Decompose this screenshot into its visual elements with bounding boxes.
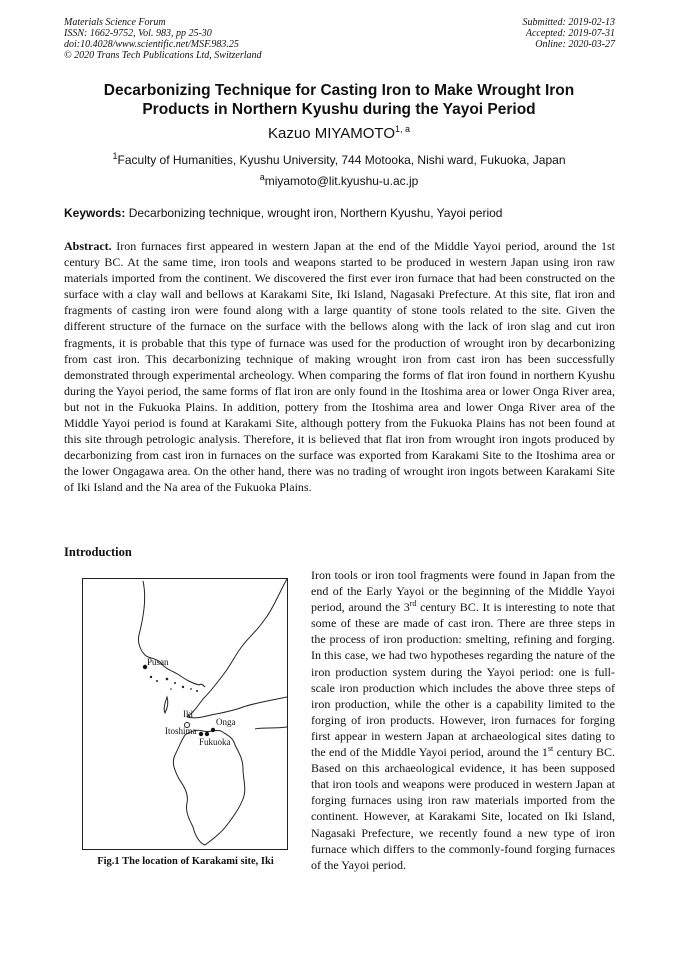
korea-coast — [138, 581, 205, 687]
online-date: Online: 2020-03-27 — [535, 39, 615, 50]
date-meta — [523, 17, 616, 50]
journal-meta — [64, 17, 262, 61]
figure-caption: Fig.1 The location of Karakami site, Iki — [97, 856, 274, 867]
intro-text-part-3: century BC. Based on this archaeological evidence, it has been supposed that iron tools and weapons were produced in western Japan at forging furnaces using iron raw materials imported from the continent. However, at Karakami Site, located on Iki Island, Nagasaki Prefecture, we recently found a new type of iron furnace which differs to the commonly-found forging furnaces of the Yayoi period. — [311, 745, 616, 872]
affiliation-line — [0, 151, 678, 167]
journal-doi: doi:10.4028/www.scientific.net/MSF.983.25 — [64, 39, 239, 50]
honshu-coast — [187, 579, 287, 717]
accepted-date: Accepted: 2019-07-31 — [525, 28, 615, 39]
paper-title — [60, 82, 618, 119]
keywords-text: Decarbonizing technique, wrought iron, Northern Kyushu, Yayoi period — [125, 206, 503, 220]
korea-islands — [150, 676, 198, 692]
abstract-text: Iron furnaces first appeared in western Japan at the end of the Middle Yayoi period, around the 1st century BC. At the same time, iron tools and weapons started to be produced in western Japan using iron raw materials imported from the continent. We discovered the first ever iron furnace that had been constructed on the surface with a clay wall and bellows at Karakami Site, Iki Island, Nagasaki Prefecture. At this site, flat iron and fragments of casting iron were found along with a large quantity of stone tools related to the site. Given the different structure of the furnace on the surface with the bellows along with the lack of iron slag and cut iron fragments, it is probable that this type of furnace was used for the production of wrought iron by decarbonizing from cast iron. This decarbonizing technique of making wrought iron from cast iron has been successfully demonstrated through experimental archeology. When comparing the forms of flat iron found in northern Kyushu during the Yayoi period, the same forms of flat iron are only found in the Itoshima area or lower Onga River area, but not in the Fukuoka Plains. In addition, pottery from the Itoshima area and lower Onga River area of the Middle Yayoi period is found at Karakami Site, although pottery from the Fukuoka Plains has not been found at this site through petrologic analysis. Therefore, it is believed that flat iron from wrought iron ingots produced by decarbonizing from cast iron in furnaces on the surface was exported from Karakami Site to the Itoshima area or the lower Ongagawa area. On the other hand, there was no trading of wrought iron ingots between Karakami Site of Iki Island and the Na area of the Fukuoka Plains. — [64, 239, 615, 495]
intro-superscript-rd: rd — [409, 599, 417, 609]
title-line-2: Products in Northern Kyushu during the Yayoi Period — [142, 100, 536, 118]
abstract-paragraph — [64, 238, 615, 496]
author-superscript: 1, a — [394, 124, 410, 134]
intro-text-part-2: century BC. It is interesting to note that some of these are made of cast iron. There are three steps in the process of iron production: smelting, refining and forging. In this case, we had two hypotheses regarding the nature of the iron production system during the Yayoi period: one is full-scale iron production which includes the above three steps of iron production, while the other is a capability limited to the forging of iron products. However, iron furnaces for forging first appear in western Japan at archaeological sites dating to the end of the Middle Yayoi period, around the 1 — [311, 600, 616, 760]
itoshima-label: Itoshima — [165, 726, 197, 736]
intro-text-part-1: Iron tools or iron tool fragments were found in Japan from the end of the Early Yayoi or the beginning of the Middle Yayoi period, around the 3 — [311, 568, 615, 615]
journal-copyright: © 2020 Trans Tech Publications Ltd, Switzerland — [64, 50, 262, 61]
journal-issn: ISSN: 1662-9752, Vol. 983, pp 25-30 — [64, 28, 212, 39]
email-superscript: a — [259, 172, 265, 182]
email-line — [0, 172, 678, 188]
iki-label: Iki — [183, 709, 193, 719]
introduction-heading: Introduction — [64, 545, 132, 559]
figure-map — [82, 578, 288, 850]
affiliation-superscript: 1 — [112, 151, 118, 161]
shikoku-coast — [255, 727, 287, 729]
author-line — [0, 124, 678, 142]
title-line-1: Decarbonizing Technique for Casting Iron to Make Wrought Iron — [103, 82, 575, 99]
journal-name: Materials Science Forum — [64, 17, 166, 28]
author-name: Kazuo MIYAMOTO — [268, 125, 395, 142]
kyushu-map — [83, 579, 287, 849]
introduction-paragraph — [311, 567, 615, 873]
fukuoka-marker — [205, 732, 209, 736]
fukuoka-label: Fukuoka — [199, 737, 231, 747]
intro-superscript-st: st — [547, 744, 554, 754]
pusan-label: Pusan — [147, 657, 169, 667]
tsushima-island — [164, 697, 168, 713]
keywords-label: Keywords: — [64, 206, 126, 220]
submitted-date: Submitted: 2019-02-13 — [522, 17, 615, 28]
email-address[interactable]: miyamoto@lit.kyushu-u.ac.jp — [264, 174, 419, 188]
affiliation-text: Faculty of Humanities, Kyushu University, 744 Motooka, Nishi ward, Fukuoka, Japan — [117, 153, 566, 167]
abstract-label: Abstract. — [64, 239, 112, 253]
itoshima-marker — [199, 732, 203, 736]
keywords-line — [64, 206, 624, 220]
onga-label: Onga — [216, 717, 236, 727]
onga-marker — [211, 728, 215, 732]
kyushu-outline — [173, 730, 244, 845]
